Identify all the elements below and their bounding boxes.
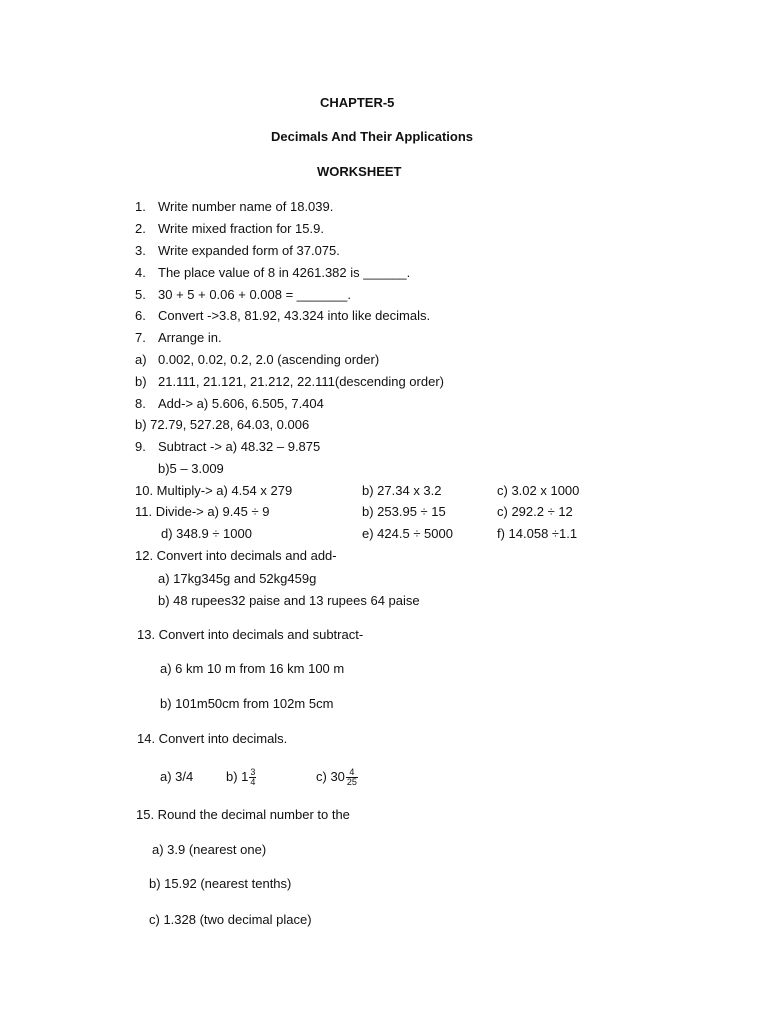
question-15: 15. Round the decimal number to the — [136, 807, 350, 822]
question-10-b: b) 27.34 x 3.2 — [362, 483, 442, 498]
question-15-a: a) 3.9 (nearest one) — [152, 842, 267, 857]
question-12: 12. Convert into decimals and add- — [135, 548, 337, 563]
question-11: 11. Divide-> a) 9.45 ÷ 9 — [135, 504, 270, 519]
question-12-b: b) 48 rupees32 paise and 13 rupees 64 paise — [158, 593, 420, 608]
question-12-a: a) 17kg345g and 52kg459g — [158, 571, 317, 586]
question-14: 14. Convert into decimals. — [137, 731, 288, 746]
question-11-f: f) 14.058 ÷1.1 — [497, 526, 578, 541]
fraction-numerator: 4 — [346, 768, 358, 778]
question-13: 13. Convert into decimals and subtract- — [137, 627, 364, 642]
question-14-b-prefix: b) 1 — [226, 769, 249, 784]
question-5: 30 + 5 + 0.06 + 0.008 = _______. — [158, 287, 352, 302]
question-8: Add-> a) 5.606, 6.505, 7.404 — [158, 396, 324, 411]
question-6: Convert ->3.8, 81.92, 43.324 into like decimals. — [158, 308, 431, 323]
question-3: Write expanded form of 37.075. — [158, 243, 340, 258]
worksheet-title: Decimals And Their Applications — [271, 129, 474, 144]
question-15-c: c) 1.328 (two decimal place) — [149, 912, 312, 927]
question-10-c: c) 3.02 x 1000 — [497, 483, 580, 498]
question-11-c: c) 292.2 ÷ 12 — [497, 504, 573, 519]
question-number: 8. — [135, 396, 146, 411]
question-number: 3. — [135, 243, 146, 258]
mixed-fraction — [249, 768, 256, 787]
fraction-denominator: 25 — [346, 777, 357, 788]
mixed-fraction — [346, 768, 358, 787]
question-number: 2. — [135, 221, 146, 236]
question-7-a: 0.002, 0.02, 0.2, 2.0 (ascending order) — [158, 352, 380, 367]
question-11-b: b) 253.95 ÷ 15 — [362, 504, 446, 519]
question-7: Arrange in. — [158, 330, 222, 345]
fraction-numerator: 3 — [250, 767, 256, 778]
question-number: 9. — [135, 439, 146, 454]
question-number: 6. — [135, 308, 146, 323]
question-13-a: a) 6 km 10 m from 16 km 100 m — [160, 661, 345, 676]
question-number: 5. — [135, 287, 146, 302]
fraction-denominator: 4 — [250, 777, 256, 788]
question-number: 7. — [135, 330, 146, 345]
question-1: Write number name of 18.039. — [158, 199, 334, 214]
question-4: The place value of 8 in 4261.382 is ______. — [158, 265, 411, 280]
question-14-b — [226, 762, 256, 792]
question-11-d: d) 348.9 ÷ 1000 — [161, 526, 252, 541]
question-8-b: b) 72.79, 527.28, 64.03, 0.006 — [135, 417, 310, 432]
question-10: 10. Multiply-> a) 4.54 x 279 — [135, 483, 293, 498]
subitem-label: b) — [135, 374, 147, 389]
question-13-b: b) 101m50cm from 102m 5cm — [160, 696, 334, 711]
question-7-b: 21.111, 21.121, 21.212, 22.111(descending order) — [158, 374, 444, 389]
question-14-a: a) 3/4 — [160, 769, 194, 784]
question-14-c-prefix: c) 30 — [316, 769, 345, 784]
question-9: Subtract -> a) 48.32 – 9.875 — [158, 439, 321, 454]
subitem-label: a) — [135, 352, 147, 367]
worksheet-subtitle: WORKSHEET — [317, 164, 402, 179]
question-9-b: b)5 – 3.009 — [158, 461, 224, 476]
question-11-e: e) 424.5 ÷ 5000 — [362, 526, 453, 541]
question-14-c — [316, 762, 358, 792]
question-number: 1. — [135, 199, 146, 214]
question-2: Write mixed fraction for 15.9. — [158, 221, 324, 236]
question-15-b: b) 15.92 (nearest tenths) — [149, 876, 292, 891]
question-number: 4. — [135, 265, 146, 280]
chapter-heading: CHAPTER-5 — [320, 95, 395, 110]
